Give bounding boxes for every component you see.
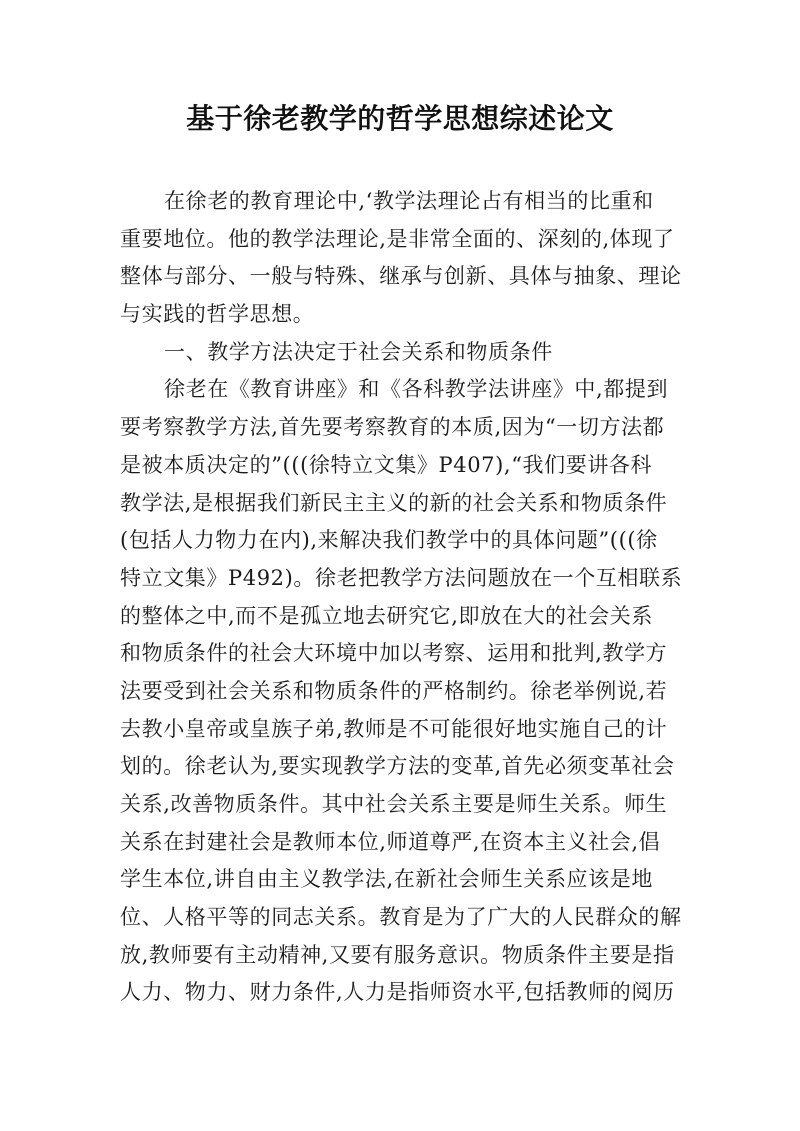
paragraph-line: 关系在封建社会是教师本位,师道尊严,在资本主义社会,倡 <box>120 829 661 854</box>
paragraph-line: 整体与部分、一般与特殊、继承与创新、具体与抽象、理论 <box>120 264 682 289</box>
paragraph-line: 是被本质决定的”(((徐特立文集》P407),“我们要讲各科 <box>120 452 653 477</box>
paragraph-line: 人力、物力、财力条件,人力是指师资水平,包括教师的阅历 <box>120 980 675 1005</box>
paragraph-line: 的整体之中,而不是孤立地去研究它,即放在大的社会关系 <box>120 603 653 628</box>
paragraph-line: 学生本位,讲自由主义教学法,在新社会师生关系应该是地 <box>120 867 653 892</box>
paragraph-line: 教学法,是根据我们新民主主义的新的社会关系和物质条件 <box>120 490 668 515</box>
document-title: 基于徐老教学的哲学思想综述论文 <box>186 102 614 135</box>
section-heading: 一、教学方法决定于社会关系和物质条件 <box>164 339 553 364</box>
paragraph-line: 划的。徐老认为,要实现教学方法的变革,首先必须变革社会 <box>120 754 675 779</box>
paragraph-line: 重要地位。他的教学法理论,是非常全面的、深刻的,体现了 <box>120 226 675 251</box>
paragraph-line: (包括人力物力在内),来解决我们教学中的具体问题”(((徐 <box>120 528 658 553</box>
paragraph-line: 在徐老的教育理论中,‘教学法理论占有相当的比重和 <box>164 189 654 213</box>
paragraph-line: 位、人格平等的同志关系。教育是为了广大的人民群众的解 <box>120 905 682 930</box>
paragraph-line: 放,教师要有主动精神,又要有服务意识。物质条件主要是指 <box>120 942 675 967</box>
paragraph-line: 去教小皇帝或皇族子弟,教师是不可能很好地实施自己的计 <box>120 716 668 741</box>
paragraph-line: 徐老在《教育讲座》和《各科教学法讲座》中,都提到 <box>164 377 669 402</box>
paragraph-line: 要考察教学方法,首先要考察教育的本质,因为“一切方法都 <box>120 415 665 440</box>
paragraph-line: 关系,改善物质条件。其中社会关系主要是师生关系。师生 <box>120 792 668 816</box>
document-body <box>120 183 684 1012</box>
paragraph-line: 与实践的哲学思想。 <box>120 302 315 327</box>
paragraph-line: 特立文集》P492)。徐老把教学方法问题放在一个互相联系 <box>120 565 683 590</box>
paragraph-line: 法要受到社会关系和物质条件的严格制约。徐老举例说,若 <box>120 678 668 703</box>
paragraph-line: 和物质条件的社会大环境中加以考察、运用和批判,教学方 <box>120 641 668 666</box>
